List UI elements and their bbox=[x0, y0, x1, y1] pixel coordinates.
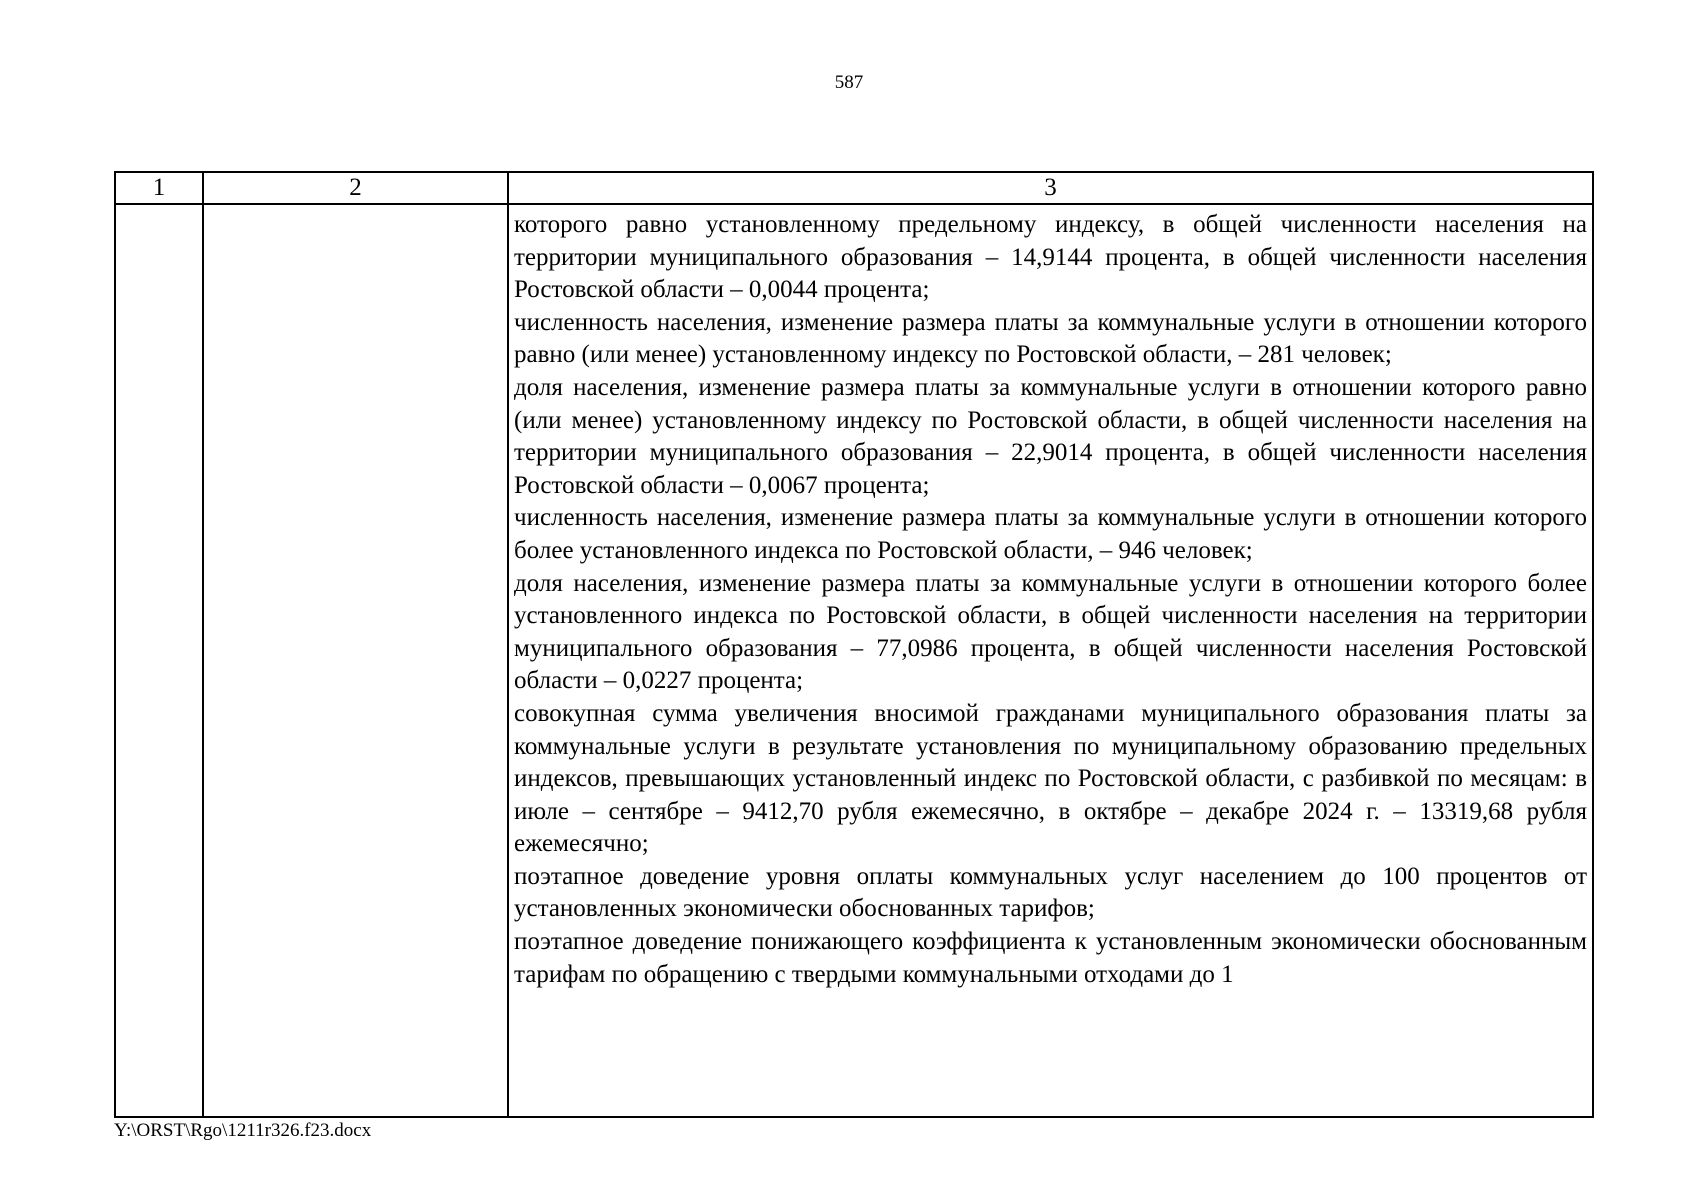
document-table bbox=[114, 171, 1594, 1118]
paragraph-share-equal-or-less: доля населения, изменение размера платы за коммунальные услуги в отношении которого равно (или менее) установленному индексу по Ростовской области, в общей численности населения на территории муниципального образования – 22,9014 процента, в общей численности населения Ростовской области – 0,0067 процента; bbox=[514, 373, 1587, 499]
paragraph-count-equal-or-less: численность населения, изменение размера платы за коммунальные услуги в отношении которого равно (или менее) установленному индексу по Ростовской области, – 281 человек; bbox=[514, 308, 1587, 369]
cell-col2 bbox=[203, 204, 508, 1117]
paragraph-count-more: численность населения, изменение размера платы за коммунальные услуги в отношении которого более установленного индекса по Ростовской области, – 946 человек; bbox=[514, 504, 1587, 564]
table-row bbox=[115, 204, 1593, 1117]
paragraph-share-equal-limit: которого равно установленному предельному индексу, в общей численности населения на территории муниципального образования – 14,9144 процента, в общей численности населения Ростовской области – 0,0044 процента; bbox=[514, 211, 1587, 304]
paragraph-total-increase: совокупная сумма увеличения вносимой гражданами муниципального образования платы за коммунальные услуги в результате установления по муниципальному образованию предельных индексов, превышающих установленный индекс по Ростовской области, с разбивкой по месяцам: в июле – сентябре – 9412,70 рубля ежемесячно, в октябре – декабре 2024 г. – 13319,68 рубля ежемесячно; bbox=[514, 699, 1587, 858]
paragraph-share-more: доля населения, изменение размера платы за коммунальные услуги в отношении которого более установленного индекса по Ростовской области, в общей численности населения на территории муниципального образования – 77,0986 процента, в общей численности населения Ростовской области – 0,0227 процента; bbox=[514, 569, 1587, 695]
column-header-1: 1 bbox=[115, 172, 203, 204]
table-header-row bbox=[115, 172, 1593, 204]
page-number: 587 bbox=[834, 72, 864, 93]
paragraph-payment-level: поэтапное доведение уровня оплаты коммунальных услуг населением до 100 процентов от установленных экономически обоснованных тарифов; bbox=[514, 862, 1587, 923]
paragraph-reducing-coefficient: поэтапное доведение понижающего коэффициента к установленным экономически обоснованным тарифам по обращению с твердыми коммунальными отходами до 1 bbox=[514, 928, 1587, 988]
cell-col1 bbox=[115, 204, 203, 1117]
column-header-3: 3 bbox=[508, 172, 1593, 204]
column-header-2: 2 bbox=[203, 172, 508, 204]
cell-col3 bbox=[508, 204, 1593, 1117]
footer-file-path: Y:\ORST\Rgo\1211r326.f23.docx bbox=[114, 1120, 372, 1141]
